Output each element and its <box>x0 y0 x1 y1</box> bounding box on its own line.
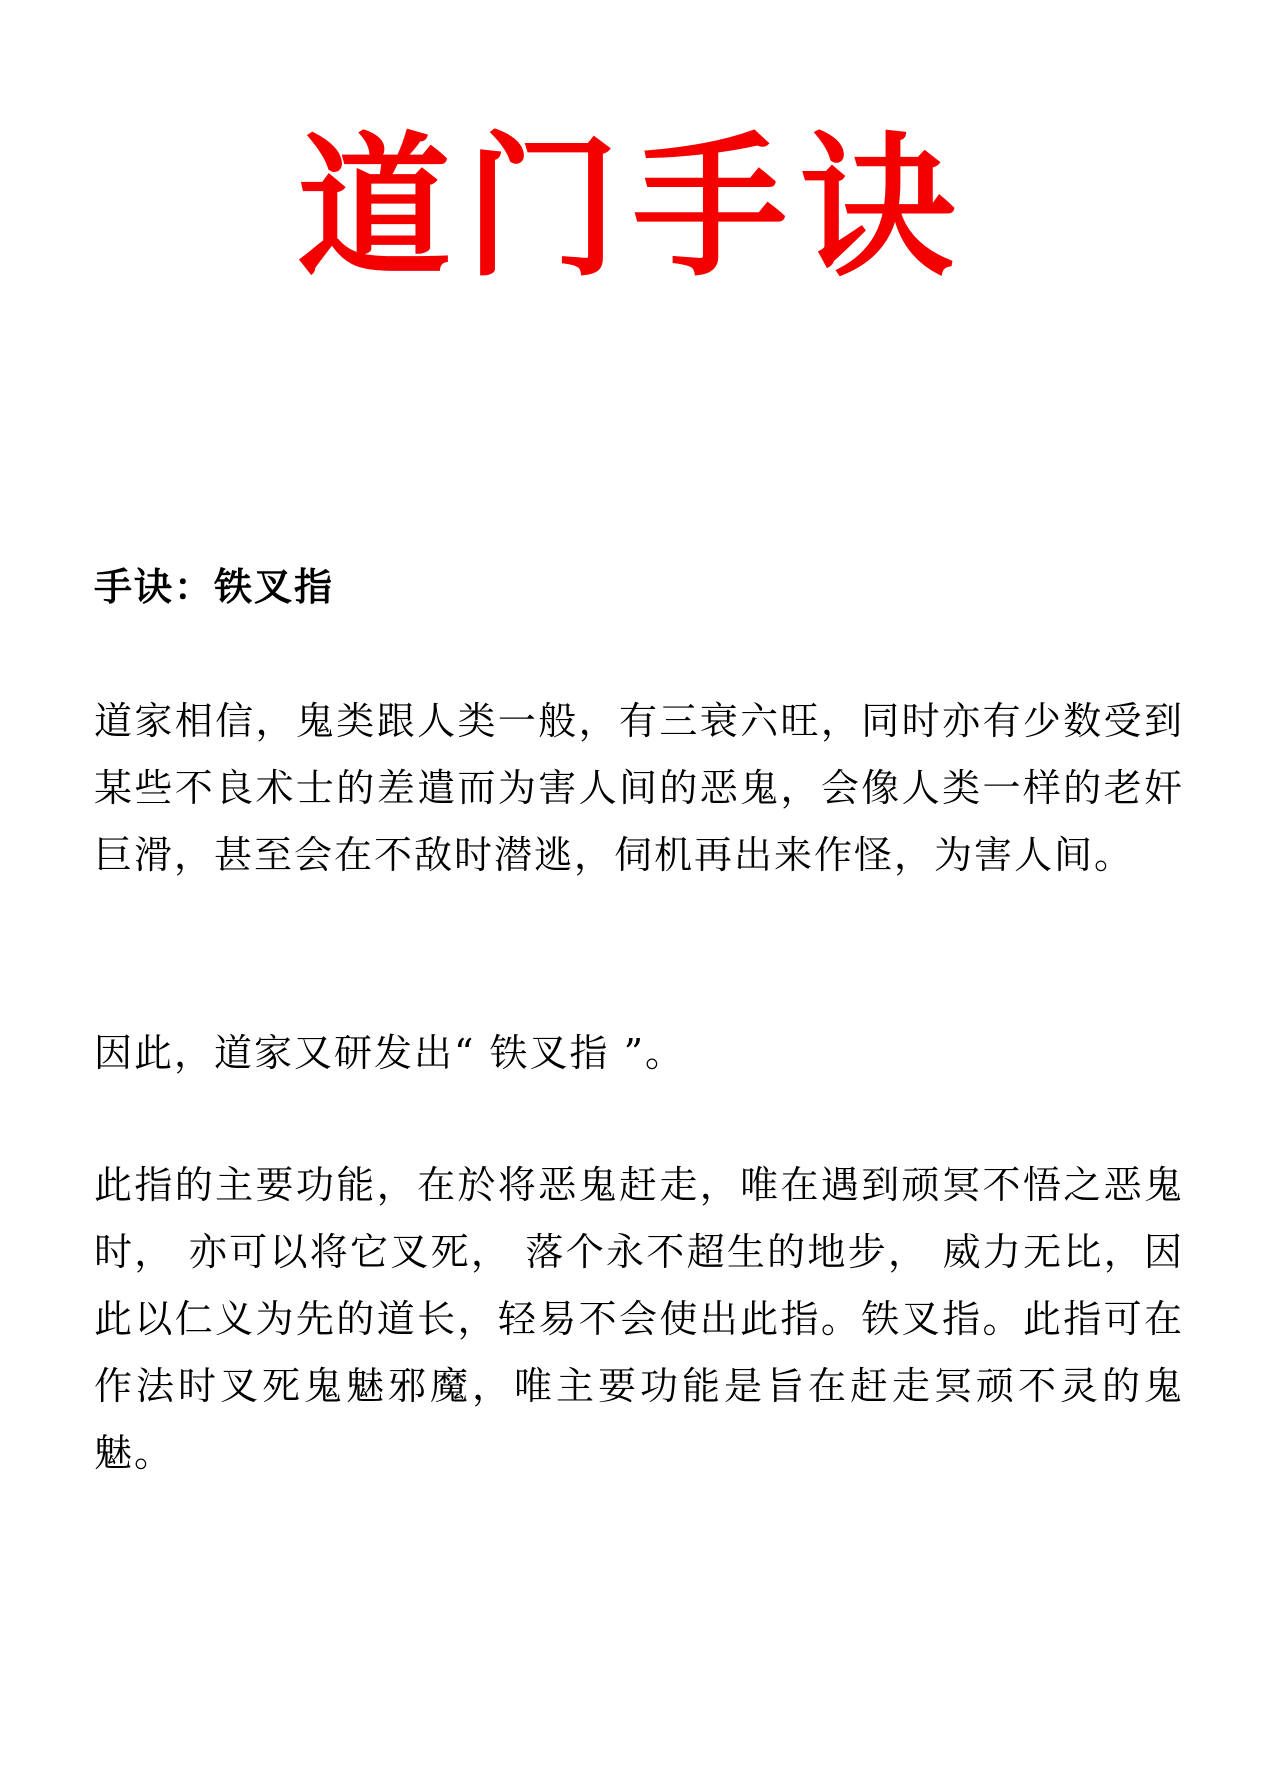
paragraph-origin: 因此，道家又研发出“ 铁叉指 ”。 <box>94 1031 686 1075</box>
document-title: 道门手诀 <box>296 117 969 298</box>
paragraph-function: 此指的主要功能，在於将恶鬼赶走，唯在遇到顽冥不悟之恶鬼时， 亦可以将它叉死， 落个永不超生的地步， 威力无比，因此以仁义为先的道长，轻易不会使出此指。铁叉指。此指可在作法时叉死鬼魅邪魔，唯主要功能是旨在赶走冥顽不灵的鬼魅。 <box>94 1163 1184 1475</box>
section-heading: 手诀：铁叉指 <box>94 564 335 609</box>
paragraph-intro: 道家相信，鬼类跟人类一般，有三衰六旺，同时亦有少数受到某些不良术士的差遣而为害人间的恶鬼，会像人类一样的老奸巨滑，甚至会在不敌时潜逃，伺机再出来作怪，为害人间。 <box>94 699 1184 877</box>
